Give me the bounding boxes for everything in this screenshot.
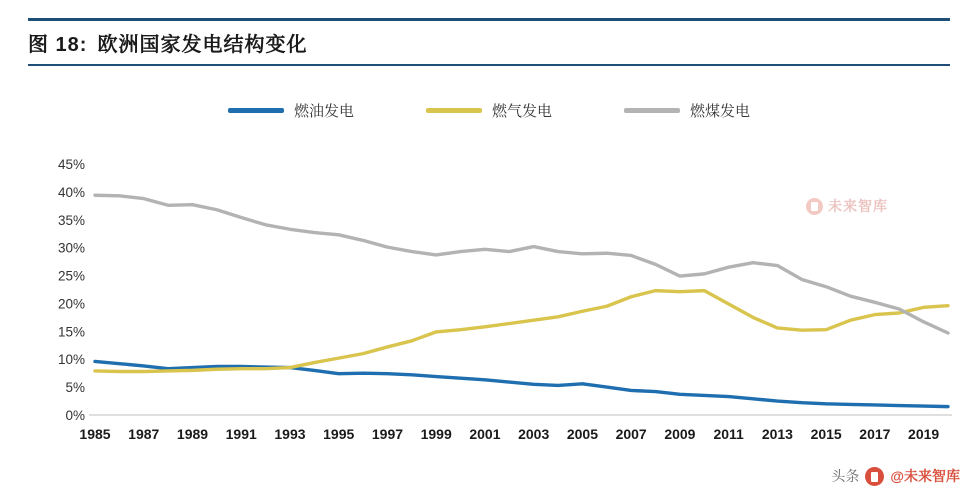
line-chart-svg [0, 150, 978, 480]
x-axis-tick-label: 2015 [810, 426, 842, 442]
watermark-center-text: 未来智库 [828, 198, 888, 214]
y-axis-labels [58, 157, 85, 423]
legend-item-oil [228, 100, 354, 121]
x-axis-tick-label: 2003 [518, 426, 550, 442]
y-axis-tick-label: 15% [57, 324, 85, 340]
x-axis-tick-label: 2001 [469, 426, 501, 442]
x-axis-tick-label: 2017 [859, 426, 891, 442]
watermark-corner [831, 466, 960, 486]
y-axis-tick-label: 5% [65, 380, 85, 396]
legend-item-gas [426, 100, 552, 121]
legend-swatch-oil [228, 108, 284, 113]
series-paths [95, 195, 948, 406]
figure-title-bar [28, 18, 950, 66]
x-axis-tick-label: 2019 [908, 426, 940, 442]
x-axis-tick-label: 1985 [79, 426, 111, 442]
chart-legend [0, 100, 978, 121]
legend-label-coal: 燃煤发电 [690, 103, 751, 120]
x-axis-tick-label: 1989 [176, 426, 209, 442]
x-axis-tick-label: 1995 [323, 426, 355, 442]
y-axis-tick-label: 10% [57, 352, 85, 368]
x-axis-labels [79, 426, 939, 442]
series-line [95, 291, 948, 372]
y-axis-tick-label: 25% [57, 268, 85, 284]
y-axis-tick-label: 45% [57, 157, 85, 172]
watermark-corner-text: @未来智库 [890, 468, 960, 484]
figure-label: 图 18: [28, 34, 88, 56]
x-axis-tick-label: 2005 [566, 426, 599, 442]
legend-label-gas: 燃气发电 [491, 103, 552, 120]
legend-swatch-gas [426, 108, 482, 113]
y-axis-tick-label: 20% [57, 296, 85, 312]
y-axis-tick-label: 30% [57, 240, 85, 256]
legend-item-coal [624, 100, 750, 121]
chart-plot-area [0, 150, 978, 480]
x-axis-tick-label: 1991 [225, 426, 257, 442]
series-line [95, 195, 948, 333]
x-axis-tick-label: 2009 [664, 426, 696, 442]
x-axis-tick-label: 2007 [615, 426, 647, 442]
x-axis-tick-label: 1987 [128, 426, 160, 442]
y-axis-tick-label: 40% [57, 184, 85, 200]
y-axis-tick-label: 35% [57, 212, 85, 228]
legend-label-oil: 燃油发电 [293, 103, 354, 120]
y-axis-tick-label: 0% [65, 408, 85, 423]
legend-swatch-coal [624, 108, 680, 113]
page-title: 欧洲国家发电结构变化 [97, 34, 308, 56]
x-axis-tick-label: 1999 [420, 426, 452, 442]
x-axis-tick-label: 1997 [371, 426, 404, 442]
watermark-corner-prefix: 头条 [831, 468, 860, 484]
toutiao-corner-logo-icon [865, 467, 884, 486]
x-axis-tick-label: 2011 [713, 426, 744, 442]
x-axis-tick-label: 1993 [274, 426, 306, 442]
x-axis-tick-label: 2013 [761, 426, 793, 442]
